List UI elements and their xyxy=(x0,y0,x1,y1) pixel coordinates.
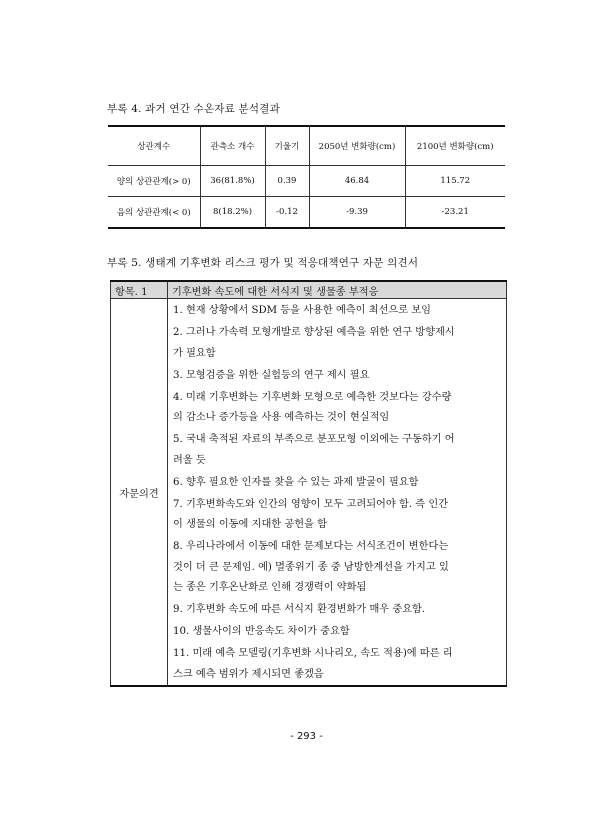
table-header-row xyxy=(108,126,505,166)
header-cell: 관측소 개수 xyxy=(200,126,265,166)
opinion-item-line: 9. 기후변화 속도에 따른 서식지 환경변화가 매우 중요함. xyxy=(173,604,426,615)
opinion-list xyxy=(168,299,506,685)
appendix4-title: 부록 4. 과거 연간 수온자료 분석결과 xyxy=(107,103,280,115)
opinion-item-line: 가 필요함 xyxy=(173,347,216,359)
table-row xyxy=(111,299,507,687)
opinion-item-line: 10. 생물사이의 반응속도 차이가 중요함 xyxy=(173,626,350,637)
header-cell: 2050년 변화량(cm) xyxy=(309,126,405,166)
table-header-row xyxy=(111,281,507,299)
opinion-item-line: 5. 국내 축적된 자료의 부족으로 분포모형 이외에는 구동하기 어 xyxy=(173,434,455,445)
opinion-item-line: 11. 미래 예측 모델링(기후변화 시나리오, 속도 적용)에 따른 리 xyxy=(173,648,453,659)
opinion-item-line: 2. 그러나 가속력 모형개발로 향상된 예측을 위한 연구 방향제시 xyxy=(173,327,455,338)
header-cell: 2100년 변화량(cm) xyxy=(405,126,505,166)
advisory-opinion-label: 자문의견 xyxy=(111,299,168,687)
advisory-opinion-cell xyxy=(168,299,507,687)
appendix4-table xyxy=(108,125,505,229)
opinion-item-line: 의 감소나 증가등을 사용 예측하는 것이 현실적임 xyxy=(173,412,390,423)
item-title-cell: 기후변화 속도에 대한 서식지 및 생물종 부적응 xyxy=(168,281,507,299)
header-cell: 상관계수 xyxy=(108,126,200,166)
opinion-item-line: 이 생물의 이동에 지대한 공헌을 함 xyxy=(173,519,327,530)
opinion-item-line: 1. 현재 상황에서 SDM 등을 사용한 예측이 최선으로 보임 xyxy=(173,305,432,316)
table-cell: 36(81.8%) xyxy=(200,166,265,197)
table-cell: -9.39 xyxy=(309,197,405,229)
appendix5-title: 부록 5. 생태계 기후변화 리스크 평가 및 적응대책연구 자문 의견서 xyxy=(107,257,419,269)
opinion-item-line: 6. 향후 필요한 인자를 찾을 수 있는 과제 발굴이 필요함 xyxy=(173,476,419,488)
table-cell: 46.84 xyxy=(309,166,405,197)
table-row xyxy=(108,166,505,197)
table-cell: 양의 상관관계(> 0) xyxy=(108,166,200,197)
appendix5-table xyxy=(110,280,507,687)
table-cell: 0.39 xyxy=(265,166,309,197)
opinion-item-line: 것이 더 큰 문제임. 예) 멸종위기 종 중 남방한계선을 가지고 있 xyxy=(173,561,449,573)
table-cell: 115.72 xyxy=(405,166,505,197)
opinion-item-line: 3. 모형검증을 위한 실험등의 연구 제시 필요 xyxy=(173,369,370,381)
opinion-item-line: 려울 듯 xyxy=(173,454,206,466)
opinion-item-line: 4. 미래 기후변화는 기후변화 모형으로 예측한 것보다는 강수량 xyxy=(173,391,452,403)
table-cell: 음의 상관관계(< 0) xyxy=(108,197,200,229)
opinion-item-line: 는 종은 기후온난화로 인해 경쟁력이 약화됨 xyxy=(173,582,367,593)
opinion-item-line: 7. 기후변화속도와 인간의 영향이 모두 고려되어야 함. 즉 인간 xyxy=(173,498,449,510)
table-cell: 8(18.2%) xyxy=(200,197,265,229)
page-number: - 293 - xyxy=(290,731,323,742)
opinion-item-line: 8. 우리나라에서 이동에 대한 문제보다는 서식조건이 변한다는 xyxy=(173,541,449,552)
opinion-item-line: 스크 예측 범위가 제시되면 좋겠음 xyxy=(173,668,324,680)
table-cell: -0.12 xyxy=(265,197,309,229)
table-cell: -23.21 xyxy=(405,197,505,229)
table-row xyxy=(108,197,505,229)
item-label-cell: 항목. 1 xyxy=(111,281,168,299)
header-cell: 기울기 xyxy=(265,126,309,166)
